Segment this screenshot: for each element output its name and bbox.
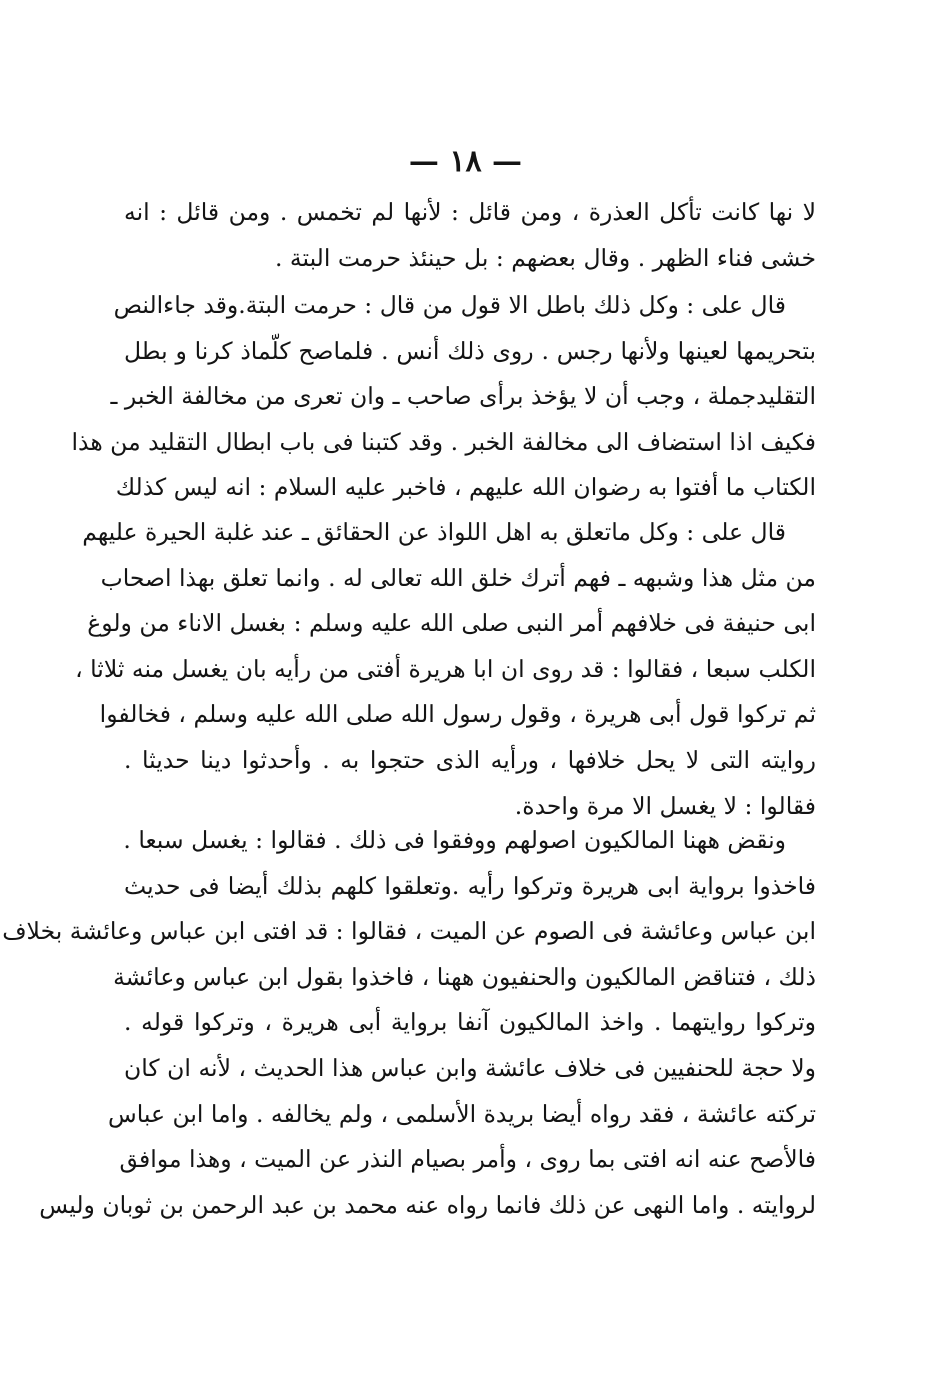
text-line: التقليدجملة ، وجب أن لا يؤخذ برأى صاحب ـ وان تعرى من مخالفة الخبر ـ: [110, 382, 816, 411]
text-line: وتركوا روايتهما . واخذ المالكيون آنفا برواية أبى هريرة ، وتركوا قوله .: [124, 1008, 816, 1037]
paragraph-1: [124, 190, 816, 281]
text-line: ونقض ههنا المالكيون اصولهم ووفقوا فى ذلك . فقالوا : يغسل سبعا .: [123, 826, 786, 854]
text-line: فقالوا : لا يغسل الا مرة واحدة.: [514, 791, 816, 820]
text-line: الكلب سبعا ، فقالوا : قد روى ان ابا هريرة أفتى من رأيه بان يغسل منه ثلاثا ،: [75, 654, 816, 683]
text-line: ولا حجة للحنفيين فى خلاف عائشة وابن عباس هذا الحديث ، لأنه ان كان: [124, 1053, 816, 1082]
text-line: الكتاب ما أفتوا به رضوان الله عليهم ، فاخبر عليه السلام : انه ليس كذلك: [115, 473, 816, 502]
text-line: ابى حنيفة فى خلافهم أمر النبى صلى الله عليه وسلم : بغسل الاناء من ولوغ: [87, 609, 816, 638]
text-line: فاخذوا برواية ابى هريرة وتركوا رأيه .وتعلقوا كلهم بذلك أيضا فى حديث: [124, 871, 816, 900]
text-line: ثم تركوا قول أبى هريرة ، وقول رسول الله صلى الله عليه وسلم ، فخالفوا: [99, 700, 816, 729]
paragraph-4: [2, 818, 816, 1228]
text-line: فالأصح عنه انه افتى بما روى ، وأمر بصيام النذر عن الميت ، وهذا موافق: [119, 1145, 816, 1174]
text-line: فكيف اذا استضاف الى مخالفة الخبر . وقد كتبنا فى باب ابطال التقليد من هذا: [71, 427, 816, 456]
paragraph-3: [75, 510, 816, 829]
text-line: خشى فناء الظهر . وقال بعضهم : بل حينئذ حرمت البتة .: [274, 243, 816, 272]
page-number: — ١٨ —: [408, 144, 523, 179]
text-line: ابن عباس وعائشة فى الصوم عن الميت ، فقالوا : قد افتى ابن عباس وعائشة بخلاف: [2, 917, 816, 946]
text-line: قال على : وكل ذلك باطل الا قول من قال : حرمت البتة.وقد جاءالنص: [113, 291, 786, 319]
paragraph-2: [71, 283, 816, 511]
text-line: قال على : وكل ماتعلق به اهل اللواذ عن الحقائق ـ عند غلبة الحيرة عليهم: [82, 518, 786, 546]
text-line: من مثل هذا وشبهه ـ فهم أترك خلق الله تعالى له . وانما تعلق بهذا اصحاب: [100, 563, 816, 592]
text-line: بتحريمها لعينها ولأنها رجس . روى ذلك أنس . فلماصح كلّماذ كرنا و بطل: [124, 336, 816, 365]
text-line: روايته التى لا يحل خلافها ، ورأيه الذى حتجوا به . وأحدثوا دينا حديثا .: [124, 745, 816, 774]
text-line: تركته عائشة ، فقد رواه أيضا بريدة الأسلمى ، ولم يخالفه . واما ابن عباس: [108, 1099, 816, 1128]
text-line: لروايته . واما النهى عن ذلك فانما رواه عنه محمد بن عبد الرحمن بن ثوبان وليس: [39, 1190, 816, 1219]
text-line: لا نها كانت تأكل العذرة ، ومن قائل : لأنها لم تخمس . ومن قائل : انه: [124, 198, 816, 226]
text-line: ذلك ، فتناقض المالكيون والحنفيون ههنا ، فاخذوا بقول ابن عباس وعائشة: [113, 962, 816, 991]
